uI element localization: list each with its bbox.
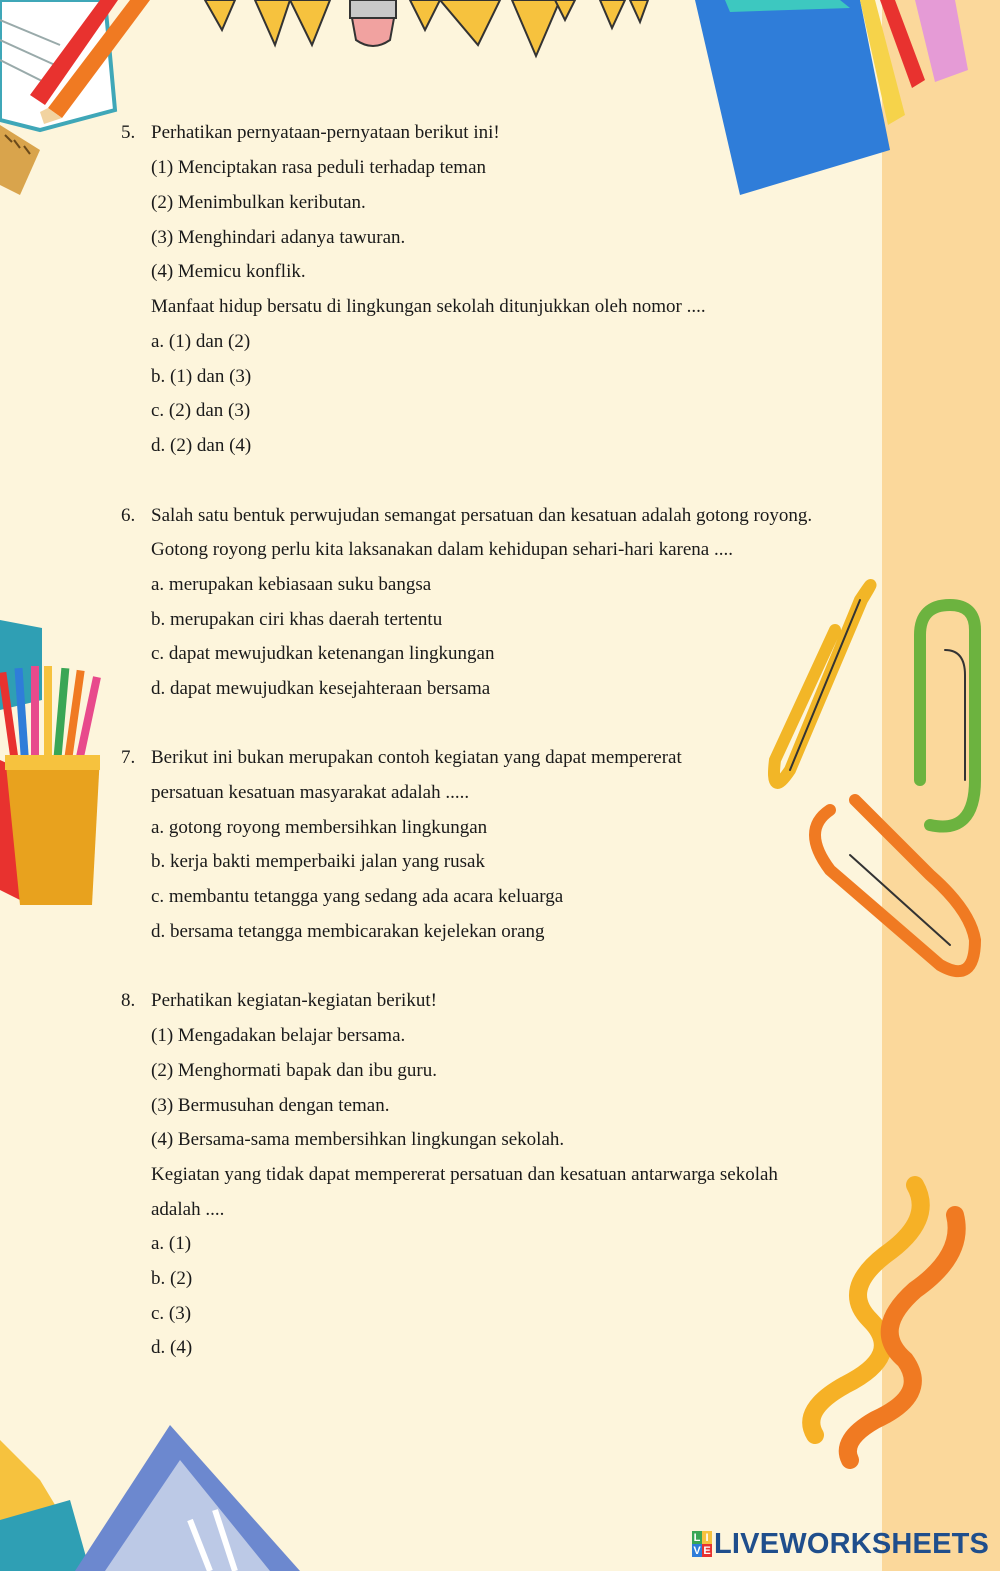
answer-option: d. bersama tetangga membicarakan kejelekan orang xyxy=(151,921,545,942)
squiggle-icon xyxy=(811,1185,956,1460)
answer-option: c. (2) dan (3) xyxy=(151,400,251,421)
statement: (4) Bersama-sama membersihkan lingkungan sekolah. xyxy=(151,1129,565,1150)
question-text: Perhatikan kegiatan-kegiatan berikut! xyxy=(151,990,437,1011)
answer-option: b. kerja bakti memperbaiki jalan yang rusak xyxy=(151,851,485,872)
question-number: 5. xyxy=(121,122,136,143)
question-text: Salah satu bentuk perwujudan semangat persatuan dan kesatuan adalah gotong royong. xyxy=(151,505,813,526)
question-number: 8. xyxy=(121,990,136,1011)
answer-option: b. (2) xyxy=(151,1268,193,1289)
answer-option: b. merupakan ciri khas daerah tertentu xyxy=(151,609,443,630)
question-prompt: adalah .... xyxy=(151,1199,225,1220)
books-icon xyxy=(695,0,968,195)
answer-option: d. (2) dan (4) xyxy=(151,435,252,456)
logo-text: LIVEWORKSHEETS xyxy=(714,1527,990,1560)
paperclip-icon xyxy=(774,585,975,971)
statement: (4) Memicu konflik. xyxy=(151,261,306,282)
answer-option: d. dapat mewujudkan kesejahteraan bersama xyxy=(151,678,491,699)
question-number: 6. xyxy=(121,505,136,526)
logo-mark-icon: L I V E xyxy=(693,1531,711,1557)
question-number: 7. xyxy=(121,747,136,768)
question-text: Berikut ini bukan merupakan contoh kegiatan yang dapat mempererat xyxy=(151,747,682,768)
question-text: Gotong royong perlu kita laksanakan dalam kehidupan sehari-hari karena .... xyxy=(151,539,733,560)
question-prompt: Manfaat hidup bersatu di lingkungan sekolah ditunjukkan oleh nomor .... xyxy=(151,296,706,317)
ruler-icon xyxy=(0,125,40,195)
answer-option: d. (4) xyxy=(151,1337,193,1358)
answer-option: c. (3) xyxy=(151,1303,192,1324)
answer-option: c. dapat mewujudkan ketenangan lingkungan xyxy=(151,643,495,664)
pencil-banner-icon xyxy=(205,0,648,56)
liveworksheets-logo[interactable] xyxy=(692,1527,989,1561)
answer-option: a. merupakan kebiasaan suku bangsa xyxy=(151,574,432,595)
statement: (3) Bermusuhan dengan teman. xyxy=(151,1095,390,1116)
answer-option: a. (1) dan (2) xyxy=(151,331,251,352)
answer-option: c. membantu tetangga yang sedang ada acara keluarga xyxy=(151,886,564,907)
answer-option: a. (1) xyxy=(151,1233,192,1254)
question-text: persatuan kesatuan masyarakat adalah ..... xyxy=(151,782,470,803)
statement: (3) Menghindari adanya tawuran. xyxy=(151,227,406,248)
question-text: Perhatikan pernyataan-pernyataan berikut ini! xyxy=(151,122,500,143)
book-corner-icon xyxy=(0,1425,300,1571)
question-prompt: Kegiatan yang tidak dapat mempererat persatuan dan kesatuan antarwarga sekolah xyxy=(151,1164,778,1185)
answer-option: b. (1) dan (3) xyxy=(151,366,252,387)
pencil-cup-icon xyxy=(0,620,101,905)
statement: (2) Menghormati bapak dan ibu guru. xyxy=(151,1060,437,1081)
statement: (1) Menciptakan rasa peduli terhadap teman xyxy=(151,157,486,178)
statement: (1) Mengadakan belajar bersama. xyxy=(151,1025,406,1046)
statement: (2) Menimbulkan keributan. xyxy=(151,192,366,213)
answer-option: a. gotong royong membersihkan lingkungan xyxy=(151,817,488,838)
